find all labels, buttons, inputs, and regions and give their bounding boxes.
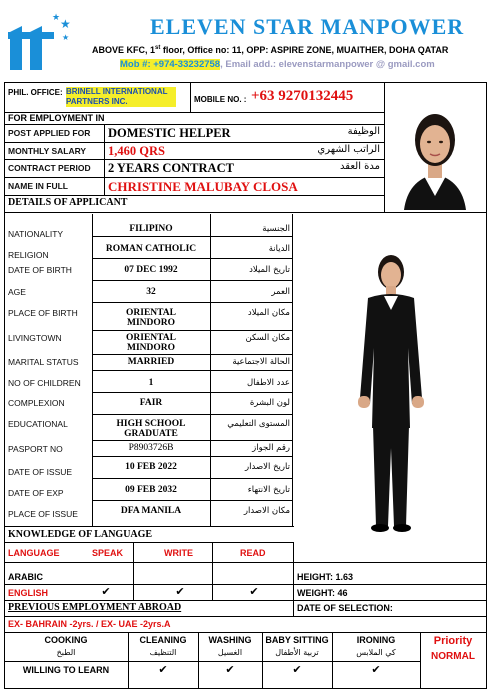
detail-arabic: العمر	[271, 287, 290, 297]
detail-arabic: مكان السكن	[245, 333, 290, 343]
detail-value: MARRIED	[127, 357, 175, 367]
detail-arabic: مكان الميلاد	[247, 308, 290, 318]
detail-value: ORIENTAL MINDORO	[126, 308, 176, 328]
detail-label: PASPORT NO	[8, 444, 63, 454]
detail-arabic: تاريخ الاصدار	[245, 462, 290, 472]
phil-office-value: BRINELL INTERNATIONAL PARTNERS INC.	[66, 87, 176, 107]
language-col-header: WRITE	[164, 548, 193, 558]
full-name-value: CHRISTINE MALUBAY CLOSA	[108, 179, 298, 194]
detail-label: DATE OF EXP	[8, 488, 64, 498]
skill-cleaning: CLEANING	[139, 635, 187, 645]
language-row-english: ENGLISH	[8, 588, 49, 598]
cleaning-check: ✔	[158, 663, 168, 676]
monthly-salary-arabic: الراتب الشهري	[317, 144, 380, 155]
contract-period-arabic: مدة العقد	[340, 161, 380, 172]
detail-value: DFA MANILA	[120, 506, 182, 516]
company-logo	[8, 10, 72, 70]
detail-label: LIVINGTOWN	[8, 333, 62, 343]
detail-value: 10 FEB 2022	[125, 462, 177, 472]
date-of-selection: DATE OF SELECTION:	[297, 603, 393, 613]
applicant-photo-fullbody	[298, 248, 484, 544]
english-read-check: ✔	[249, 585, 259, 598]
detail-arabic: الديانة	[268, 244, 290, 254]
detail-label: PLACE OF ISSUE	[8, 509, 78, 519]
contract-period-label: CONTRACT PERIOD	[8, 163, 91, 173]
detail-arabic: الحالة الاجتماعية	[232, 357, 290, 367]
previous-heading: PREVIOUS EMPLOYMENT ABROAD	[8, 602, 182, 613]
priority-label: Priority	[433, 635, 473, 647]
language-col-header: READ	[240, 548, 266, 558]
detail-value: FILIPINO	[129, 224, 173, 234]
svg-text:★: ★	[52, 13, 61, 23]
height-value: HEIGHT: 1.63	[297, 572, 354, 582]
baby-sitting-check: ✔	[292, 663, 302, 676]
detail-value: 07 DEC 1992	[124, 265, 178, 275]
detail-label: DATE OF BIRTH	[8, 265, 72, 275]
skill-cooking: COOKING	[44, 635, 88, 645]
phil-office-label: PHIL. OFFICE:	[8, 88, 63, 97]
full-name-label: NAME IN FULL	[8, 181, 68, 191]
detail-label: NO OF CHILDREN	[8, 378, 81, 388]
detail-arabic: لون البشرة	[249, 398, 290, 408]
detail-arabic: رقم الجواز	[252, 443, 290, 453]
svg-text:★: ★	[62, 33, 70, 42]
post-applied-value: DOMESTIC HELPER	[108, 126, 231, 140]
details-heading: DETAILS OF APPLICANT	[8, 197, 128, 208]
english-speak-check: ✔	[101, 585, 111, 598]
detail-arabic: الجنسية	[262, 224, 290, 234]
company-address: ABOVE KFC, 1st floor, Office no: 11, OPP: ASPIRE ZONE, MUAITHER, DOHA QATAR	[92, 45, 449, 55]
detail-label: RELIGION	[8, 250, 49, 260]
willing-to-learn-label: WILLING TO LEARN	[22, 665, 110, 675]
detail-arabic: عدد الاطفال	[246, 378, 290, 388]
skill-ironing-ar: كي الملابس	[356, 648, 396, 657]
detail-value: ORIENTAL MINDORO	[126, 333, 176, 353]
detail-label: EDUCATIONAL	[8, 419, 68, 429]
previous-value: EX- BAHRAIN -2yrs. / EX- UAE -2yrs.A	[8, 619, 171, 629]
skill-washing-ar: الغسيل	[217, 648, 243, 657]
fullbody-image	[298, 248, 484, 544]
washing-check: ✔	[225, 663, 235, 676]
detail-label: COMPLEXION	[8, 398, 65, 408]
skill-cooking-ar: الطبخ	[56, 648, 76, 657]
detail-value: P8903726B	[128, 443, 174, 453]
header	[0, 0, 490, 82]
priority-value: NORMAL	[431, 651, 475, 662]
detail-value: 09 FEB 2032	[125, 485, 177, 495]
detail-label: PLACE OF BIRTH	[8, 308, 78, 318]
detail-value: HIGH SCHOOL GRADUATE	[116, 419, 186, 439]
email-address: Email add.: elevenstarmanpower @ gmail.com	[225, 59, 435, 70]
weight-value: WEIGHT: 46	[297, 588, 348, 598]
detail-label: AGE	[8, 287, 26, 297]
monthly-salary-value: 1,460 QRS	[108, 144, 165, 158]
skill-baby-sitting: BABY SITTING	[265, 635, 329, 645]
language-col-header: SPEAK	[92, 548, 124, 558]
logo-graphic	[8, 10, 72, 70]
skill-cleaning-ar: التنظيف	[149, 648, 177, 657]
detail-value: 1	[148, 378, 154, 388]
language-row-arabic: ARABIC	[8, 572, 43, 582]
detail-arabic: مكان الاصدار	[243, 506, 290, 516]
detail-value: 32	[146, 287, 156, 297]
post-applied-label: POST APPLIED FOR	[8, 128, 91, 138]
detail-arabic: تاريخ الانتهاء	[247, 485, 290, 495]
detail-arabic: المستوى التعليمي	[227, 419, 290, 429]
svg-text:★: ★	[60, 17, 71, 31]
mobile-label: MOBILE NO. :	[194, 95, 247, 104]
portrait-image	[386, 84, 484, 210]
detail-label: NATIONALITY	[8, 229, 64, 239]
post-applied-arabic: الوظيفة	[347, 126, 380, 137]
mobile-number: Mob #: +974-33232758	[120, 59, 221, 70]
skill-baby-sitting-ar: تربية الأطفال	[275, 648, 319, 657]
company-name: ELEVEN STAR MANPOWER	[150, 14, 465, 39]
english-write-check: ✔	[175, 585, 185, 598]
skill-washing: WASHING	[208, 635, 252, 645]
contract-period-value: 2 YEARS CONTRACT	[108, 161, 234, 175]
ironing-check: ✔	[371, 663, 381, 676]
language-heading: KNOWLEDGE OF LANGUAGE	[8, 529, 153, 540]
skill-ironing: IRONING	[356, 635, 396, 645]
employment-heading: FOR EMPLOYMENT IN	[8, 113, 105, 123]
detail-value: FAIR	[139, 398, 163, 408]
language-col-header: LANGUAGE	[8, 548, 60, 558]
company-contact: Mob #: +974-33232758, Email add.: elevenstarmanpower @ gmail.com	[120, 59, 435, 70]
monthly-salary-label: MONTHLY SALARY	[8, 146, 87, 156]
detail-label: DATE OF ISSUE	[8, 467, 73, 477]
mobile-value: +63 9270132445	[251, 88, 354, 104]
detail-value: ROMAN CATHOLIC	[105, 244, 197, 254]
detail-label: MARITAL STATUS	[8, 357, 79, 367]
applicant-photo-portrait	[386, 84, 484, 210]
detail-arabic: تاريخ الميلاد	[249, 265, 290, 275]
